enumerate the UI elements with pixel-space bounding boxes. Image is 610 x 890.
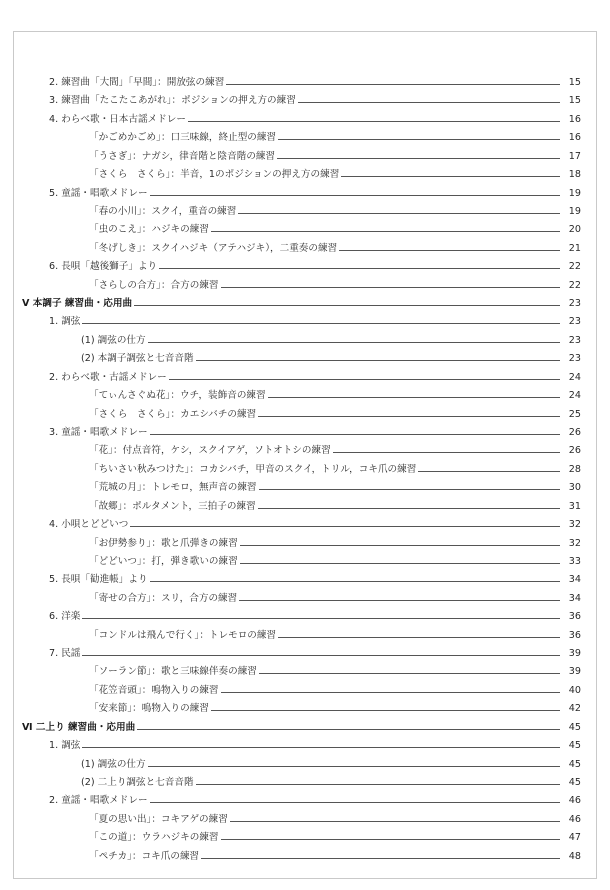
toc-entry-title: 「冬げしき」：スクイハジキ（アテハジキ），二重奏の練習 [89, 242, 338, 254]
toc-entry [49, 312, 581, 328]
toc-entry-title: 「夏の思い出」：コキアゲの練習 [89, 813, 228, 825]
toc-entry-title: 「うさぎ」：ナガシ，律音階と陰音階の練習 [89, 150, 276, 162]
toc-entry-title: 4. わらべ歌・日本古謡メドレー [49, 113, 186, 125]
toc-entry-title: 「さくら さくら」：カエシバチの練習 [89, 408, 257, 420]
toc-leader-line [418, 471, 560, 472]
toc-entry-title: 「コンドルは飛んで行く」：トレモロの練習 [89, 629, 277, 641]
toc-entry [89, 386, 581, 402]
toc-entry [89, 276, 581, 292]
toc-page-number: 18 [568, 169, 581, 181]
toc-entry-title: 「安来節」：鳴物入りの練習 [89, 703, 209, 715]
toc-page-number: 45 [568, 740, 581, 752]
toc-entry [49, 368, 581, 384]
toc-page-number: 45 [568, 721, 581, 733]
toc-page-number: 24 [568, 371, 581, 383]
toc-entry [49, 644, 581, 660]
toc-page-number: 32 [568, 537, 581, 549]
toc-page-number: 21 [568, 242, 581, 254]
toc-entry-title: 3. 童謡・唱歌メドレー [49, 426, 148, 438]
toc-leader-line [137, 729, 560, 730]
toc-leader-line [278, 139, 560, 140]
toc-entry-title: 「お伊勢参り」：歌と爪弾きの練習 [89, 537, 238, 549]
toc-entry [89, 681, 581, 697]
toc-page-number: 26 [568, 445, 581, 457]
toc-entry [89, 165, 581, 181]
toc-leader-line [240, 563, 560, 564]
toc-leader-line [159, 268, 560, 269]
toc-page-number: 42 [568, 703, 581, 715]
toc-entry-title: 「虫のこえ」：ハジキの練習 [89, 224, 209, 236]
toc-entry [49, 515, 581, 531]
toc-leader-line [196, 360, 560, 361]
toc-leader-line [298, 102, 560, 103]
toc-entry [89, 589, 581, 605]
toc-entry [49, 607, 581, 623]
toc-entry [49, 184, 581, 200]
toc-leader-line [82, 618, 560, 619]
toc-leader-line [150, 802, 560, 803]
toc-entry [89, 847, 581, 863]
toc-page-number: 40 [568, 684, 581, 696]
toc-leader-line [277, 158, 560, 159]
toc-leader-line [259, 489, 560, 490]
toc-entry-title: 2. わらべ歌・古謡メドレー [49, 371, 167, 383]
toc-entry-title: 「花」：付点音符，ケシ，スクイアゲ，ソトオトシの練習 [89, 445, 331, 457]
toc-entry [49, 423, 581, 439]
toc-entry-title: 6. 長唄「越後獅子」より [49, 261, 158, 273]
toc-entry [89, 497, 581, 513]
toc-entry-title: Ⅴ 本調子 練習曲・応用曲 [22, 298, 133, 310]
toc-entry-title: 「この道」：ウラハジキの練習 [89, 832, 219, 844]
toc-page-number: 39 [568, 666, 581, 678]
toc-entry-title: 「故郷」：ポルタメント，三拍子の練習 [89, 500, 256, 512]
toc-entry-title: 「かごめかごめ」：口三味線，終止型の練習 [89, 132, 277, 144]
toc-entry [81, 331, 581, 347]
toc-leader-line [82, 747, 560, 748]
toc-page-number: 19 [568, 205, 581, 217]
toc-page-number: 25 [568, 408, 581, 420]
toc-entry [49, 257, 581, 273]
toc-entry-title: 2. 童謡・唱歌メドレー [49, 795, 148, 807]
toc-leader-line [150, 195, 560, 196]
toc-page-number: 45 [568, 758, 581, 770]
toc-entry [49, 736, 581, 752]
toc-entry [89, 128, 581, 144]
toc-page-number: 28 [568, 463, 581, 475]
toc-leader-line [169, 379, 560, 380]
toc-section-heading [22, 294, 581, 310]
toc-entry-title: 5. 長唄「勧進帳」より [49, 574, 148, 586]
toc-page-number: 45 [568, 776, 581, 788]
toc-entry [89, 460, 581, 476]
toc-page-number: 23 [568, 316, 581, 328]
toc-leader-line [341, 176, 560, 177]
toc-page-number: 48 [568, 850, 581, 862]
toc-entry-title: 1. 調弦 [49, 740, 81, 752]
toc-entry-title: 「春の小川」：スクイ，重音の練習 [89, 205, 237, 217]
toc-leader-line [148, 342, 560, 343]
toc-entry [89, 828, 581, 844]
toc-entry-title: 「どどいつ」：打，弾き歌いの練習 [89, 555, 238, 567]
toc-entry [49, 791, 581, 807]
toc-page-number: 15 [568, 95, 581, 107]
toc-entry [49, 570, 581, 586]
toc-entry-title: 「ペチカ」：コキ爪の練習 [89, 850, 200, 862]
toc-page-number: 17 [568, 150, 581, 162]
toc-leader-line [221, 839, 560, 840]
toc-leader-line [82, 655, 560, 656]
toc-entry-title: 「ちいさい秋みつけた」：コカシバチ，甲音のスクイ，トリル，コキ爪の練習 [89, 463, 417, 475]
toc-leader-line [258, 508, 560, 509]
toc-entry-title: 2. 練習曲「大間」「早間」：開放弦の練習 [49, 77, 225, 88]
toc-entry [81, 773, 581, 789]
toc-page-number: 46 [568, 795, 581, 807]
toc-leader-line [150, 581, 560, 582]
toc-page-number: 23 [568, 298, 581, 310]
toc-page-number: 15 [568, 77, 581, 88]
toc-entry-title: 1. 調弦 [49, 316, 81, 328]
toc-entry-title: 7. 民謡 [49, 648, 81, 660]
toc-entry-title: Ⅵ 二上り 練習曲・応用曲 [22, 721, 136, 733]
toc-entry [89, 552, 581, 568]
toc-page-number: 30 [568, 482, 581, 494]
toc-leader-line [150, 434, 560, 435]
toc-leader-line [188, 121, 560, 122]
toc-leader-line [226, 84, 560, 85]
toc-entry [89, 239, 581, 255]
toc-leader-line [221, 692, 560, 693]
toc-page-number: 22 [568, 261, 581, 273]
toc-entry [89, 202, 581, 218]
toc-page-number: 46 [568, 813, 581, 825]
toc-leader-line [239, 600, 560, 601]
toc-entry [89, 147, 581, 163]
toc-leader-line [238, 213, 560, 214]
toc-entry-title: 「てぃんさぐぬ花」：ウチ，装飾音の練習 [89, 390, 266, 402]
toc-page-number: 24 [568, 390, 581, 402]
toc-page-number: 26 [568, 426, 581, 438]
toc-leader-line [82, 323, 560, 324]
toc-entry-title: 6. 洋楽 [49, 611, 81, 623]
toc-entry-title: 「荒城の月」：トレモロ，無声音の練習 [89, 482, 257, 494]
document-page [13, 31, 597, 879]
toc-leader-line [240, 545, 560, 546]
toc-leader-line [230, 821, 560, 822]
toc-entry-title: (2) 二上り調弦と七音音階 [81, 776, 194, 788]
toc-leader-line [339, 250, 560, 251]
toc-page-number: 22 [568, 279, 581, 291]
toc-page-number: 31 [568, 500, 581, 512]
toc-leader-line [221, 287, 560, 288]
toc-entry [89, 810, 581, 826]
toc-entry [89, 478, 581, 494]
toc-entry [89, 441, 581, 457]
toc-leader-line [211, 231, 560, 232]
toc-leader-line [148, 766, 560, 767]
toc-page-number: 32 [568, 519, 581, 531]
toc-entry [89, 662, 581, 678]
toc-entry-title: (2) 本調子調弦と七音音階 [81, 353, 194, 365]
toc-page-number: 34 [568, 592, 581, 604]
toc-entry [49, 73, 581, 89]
toc-entry-title: 「さらしの合方」：合方の練習 [89, 279, 219, 291]
toc-page-number: 16 [568, 113, 581, 125]
toc-leader-line [268, 397, 560, 398]
toc-entry-title: 「寄せの合方」：スリ，合方の練習 [89, 592, 238, 604]
toc-entry [49, 91, 581, 107]
toc-entry-title: (1) 調弦の仕方 [81, 758, 146, 770]
toc-page-number: 19 [568, 187, 581, 199]
toc-entry [89, 220, 581, 236]
toc-entry [81, 755, 581, 771]
toc-entry-title: 3. 練習曲「たこたこあがれ」：ポジションの押え方の練習 [49, 95, 296, 107]
toc-entry-title: 5. 童謡・唱歌メドレー [49, 187, 148, 199]
toc-entry-title: (1) 調弦の仕方 [81, 334, 146, 346]
toc-leader-line [130, 526, 560, 527]
toc-entry [89, 405, 581, 421]
toc-page-number: 20 [568, 224, 581, 236]
toc-page-number: 36 [568, 611, 581, 623]
toc-page-number: 47 [568, 832, 581, 844]
toc-leader-line [258, 416, 560, 417]
toc-entry [89, 534, 581, 550]
toc-entry-title: 「さくら さくら」：半音，1のポジションの押え方の練習 [89, 169, 340, 181]
toc-page-number: 23 [568, 334, 581, 346]
toc-page-number: 36 [568, 629, 581, 641]
toc-entry-title: 「花笠音頭」：鳴物入りの練習 [89, 684, 219, 696]
toc-leader-line [333, 452, 560, 453]
toc-page-number: 23 [568, 353, 581, 365]
toc-entry [81, 349, 581, 365]
toc-leader-line [278, 637, 560, 638]
toc-page-number: 39 [568, 648, 581, 660]
toc-leader-line [201, 858, 560, 859]
toc-entry [89, 699, 581, 715]
toc-leader-line [211, 710, 560, 711]
toc-leader-line [196, 784, 560, 785]
toc-leader-line [259, 673, 560, 674]
toc-page-number: 34 [568, 574, 581, 586]
toc-entry [49, 110, 581, 126]
toc-page-number: 16 [568, 132, 581, 144]
toc-entry [89, 626, 581, 642]
toc-section-heading [22, 718, 581, 734]
toc-entry-title: 「ソーラン節」：歌と三味線伴奏の練習 [89, 666, 257, 678]
toc-page-number: 33 [568, 555, 581, 567]
toc-leader-line [134, 305, 560, 306]
toc-entry-title: 4. 小唄とどどいつ [49, 519, 129, 531]
